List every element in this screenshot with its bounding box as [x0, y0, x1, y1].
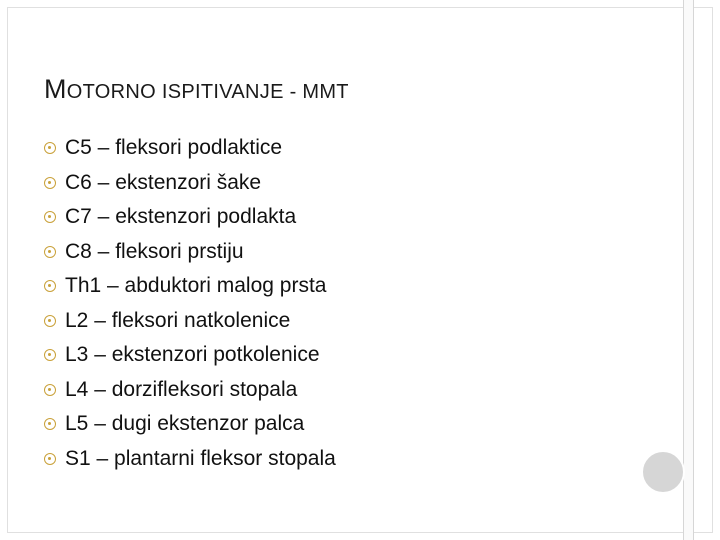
list-item [44, 373, 336, 408]
circle-bullet-icon [44, 315, 56, 327]
list-item-text: L2 – fleksori natkolenice [65, 308, 291, 332]
list-item [44, 200, 336, 235]
list-item [44, 269, 336, 304]
circle-bullet-icon [44, 211, 56, 223]
bullet-list [44, 131, 336, 476]
list-item-text: S1 – plantarni fleksor stopala [65, 446, 336, 470]
list-item-text: C7 – ekstenzori podlakta [65, 205, 297, 229]
circle-bullet-icon [44, 349, 56, 361]
circle-bullet-icon [44, 453, 56, 465]
circle-bullet-icon [44, 418, 56, 430]
circle-bullet-icon [44, 246, 56, 258]
list-item-text: C6 – ekstenzori šake [65, 170, 262, 194]
decorative-circle [641, 450, 685, 494]
list-item [44, 442, 336, 477]
list-item-text: L4 – dorzifleksori stopala [65, 377, 298, 401]
list-item-text: C5 – fleksori podlaktice [65, 136, 283, 160]
list-item [44, 166, 336, 201]
list-item [44, 338, 336, 373]
list-item-text: C8 – fleksori prstiju [65, 239, 244, 263]
title-rest: OTORNO ISPITIVANJE - MMT [66, 81, 349, 103]
circle-bullet-icon [44, 280, 56, 292]
circle-bullet-icon [44, 142, 56, 154]
circle-bullet-icon [44, 384, 56, 396]
list-item-text: Th1 – abduktori malog prsta [65, 274, 327, 298]
decorative-side-bar [683, 0, 694, 540]
circle-bullet-icon [44, 177, 56, 189]
slide-title [44, 74, 349, 105]
list-item [44, 304, 336, 339]
list-item-text: L3 – ekstenzori potkolenice [65, 343, 320, 367]
list-item [44, 235, 336, 270]
title-initial: M [44, 74, 67, 104]
list-item-text: L5 – dugi ekstenzor palca [65, 412, 305, 436]
list-item [44, 407, 336, 442]
list-item [44, 131, 336, 166]
